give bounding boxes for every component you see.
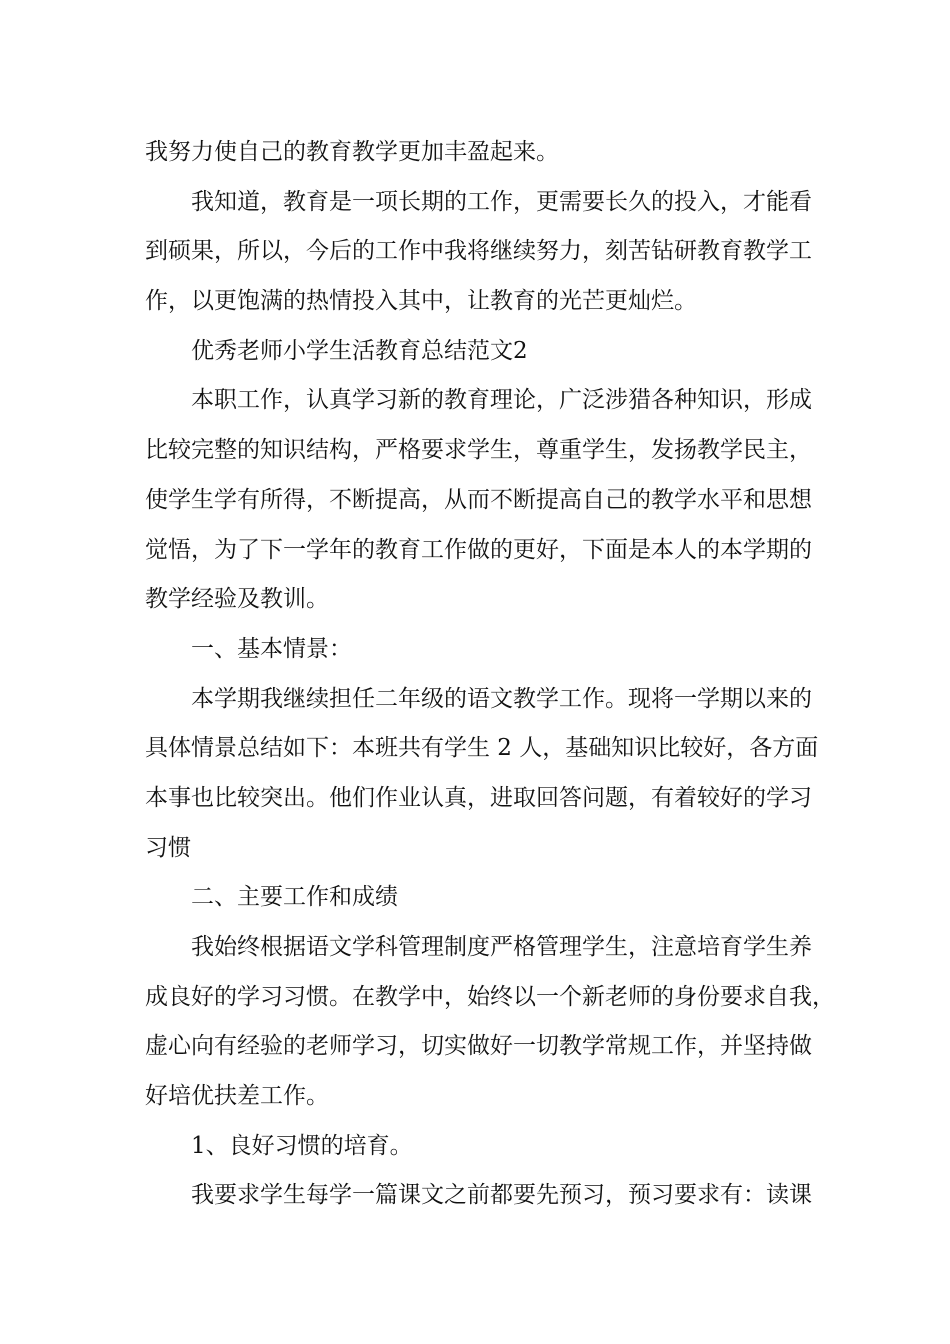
text-line: 教学经验及教训。 [145, 586, 329, 613]
text-line: 本职工作，认真学习新的教育理论，广泛涉猎各种知识，形成 [191, 387, 812, 414]
text-line: 二、主要工作和成绩 [191, 884, 398, 911]
text-line: 本学期我继续担任二年级的语文教学工作。现将一学期以来的 [191, 685, 812, 712]
text-line: 1、良好习惯的培育。 [191, 1132, 413, 1159]
text-line: 好培优扶差工作。 [145, 1083, 329, 1110]
text-line: 虚心向有经验的老师学习，切实做好一切教学常规工作，并坚持做 [145, 1033, 812, 1060]
text-line: 我努力使自己的教育教学更加丰盈起来。 [145, 139, 559, 165]
text-line: 成良好的学习习惯。在教学中，始终以一个新老师的身份要求自我， [145, 983, 835, 1010]
document-body [145, 128, 835, 1221]
section-heading-basic-situation [145, 625, 815, 675]
text-line: 具体情景总结如下：本班共有学生 2 人，基础知识比较好，各方面 [145, 735, 819, 762]
paragraph-6 [145, 675, 819, 874]
section-heading-essay-2 [145, 327, 815, 377]
text-line: 我要求学生每学一篇课文之前都要先预习，预习要求有：读课 [191, 1182, 812, 1209]
subsection-heading-habits [145, 1122, 815, 1172]
paragraph-4 [145, 376, 815, 624]
paragraph-8 [145, 923, 835, 1122]
text-line: 比较完整的知识结构，严格要求学生，尊重学生，发扬教学民主， [145, 437, 812, 464]
text-line: 我知道，教育是一项长期的工作，更需要长久的投入，才能看 [191, 188, 812, 215]
text-line: 习惯 [145, 834, 191, 861]
paragraph-2 [145, 178, 815, 327]
paragraph-1 [145, 128, 815, 178]
paragraph-10 [145, 1171, 815, 1221]
text-line: 我始终根据语文学科管理制度严格管理学生，注意培育学生养 [191, 934, 812, 960]
text-line: 一、基本情景： [191, 635, 352, 662]
text-line: 使学生学有所得，不断提高，从而不断提高自己的教学水平和思想 [145, 486, 812, 513]
text-line: 到硕果，所以，今后的工作中我将继续努力，刻苦钻研教育教学工 [145, 238, 812, 265]
text-line: 优秀老师小学生活教育总结范文2 [191, 337, 528, 364]
text-line: 本事也比较突出。他们作业认真，进取回答问题，有着较好的学习 [145, 784, 812, 811]
text-line: 作，以更饱满的热情投入其中，让教育的光芒更灿烂。 [145, 288, 697, 315]
text-line: 觉悟，为了下一学年的教育工作做的更好，下面是本人的本学期的 [145, 536, 812, 563]
section-heading-main-work [145, 873, 815, 923]
